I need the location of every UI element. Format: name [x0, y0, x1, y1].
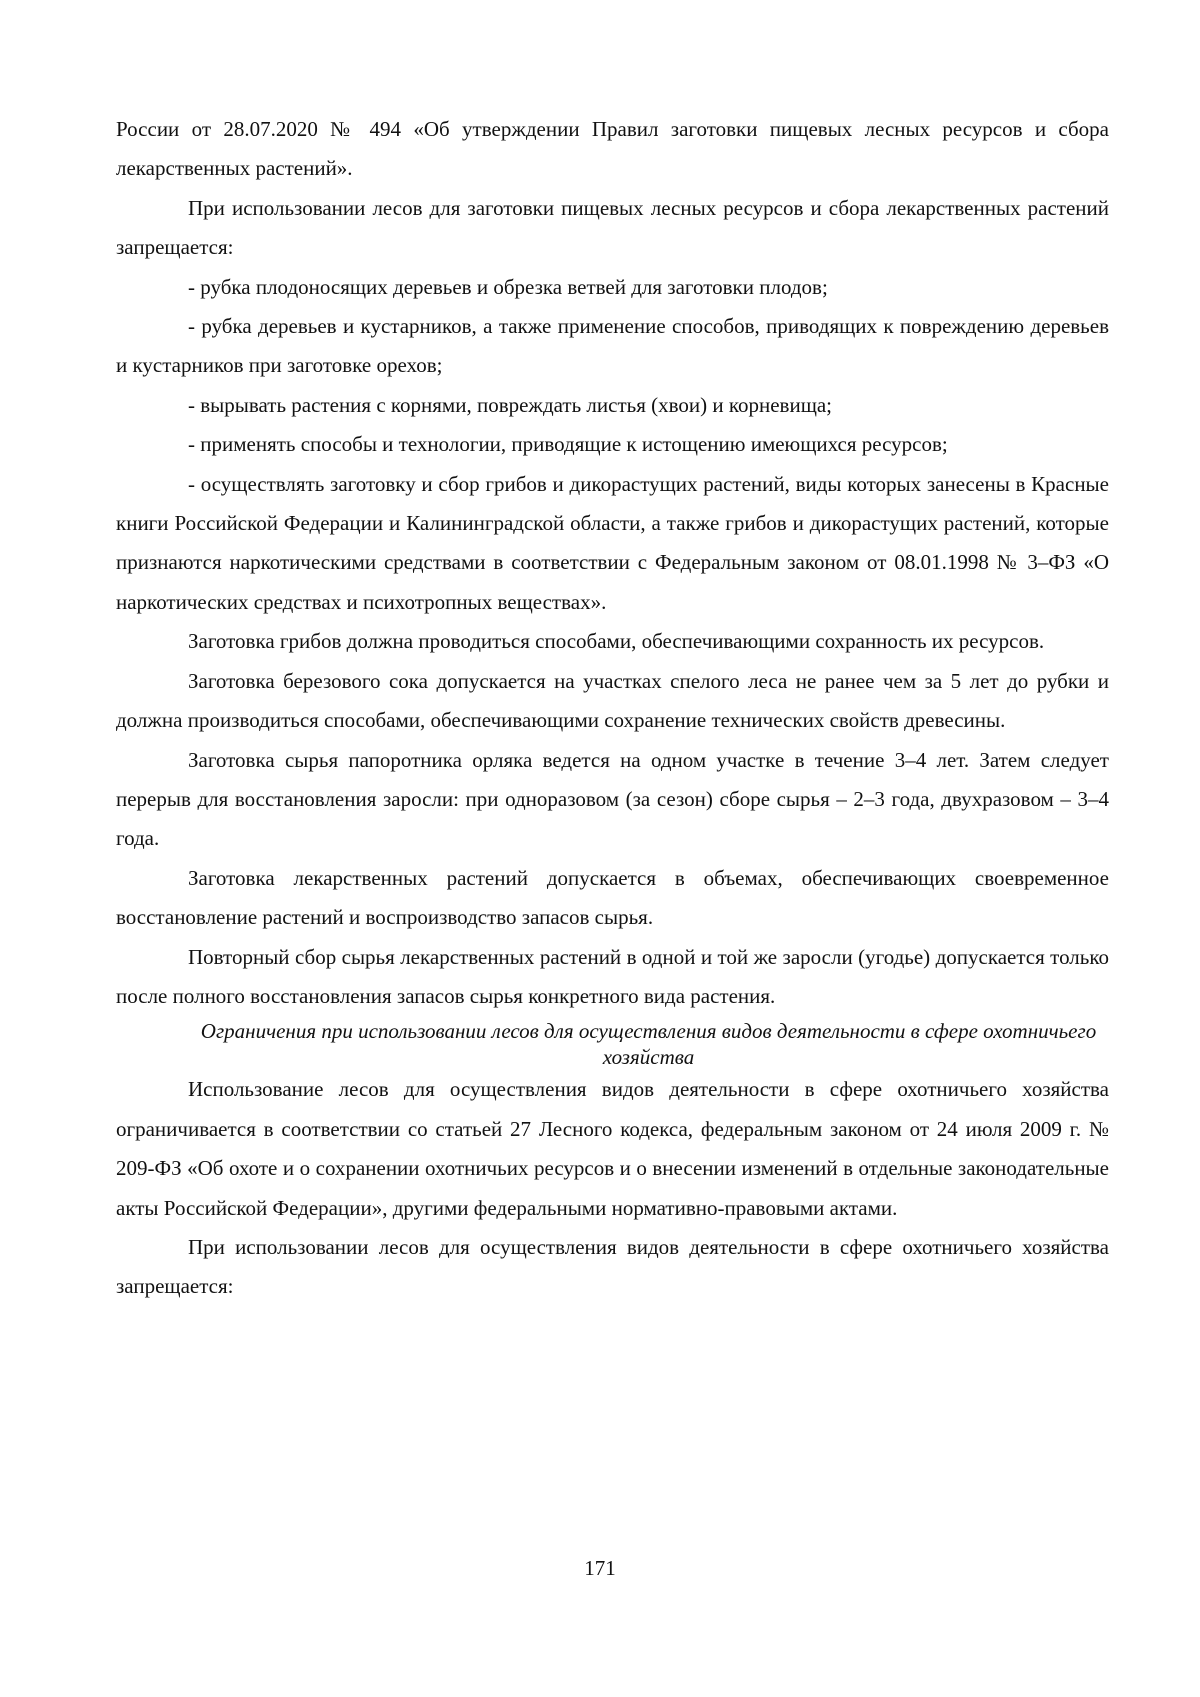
- paragraph: Заготовка лекарственных растений допускается в объемах, обеспечивающих своевременное восстановление растений и воспроизводство запасов сырья.: [116, 865, 1109, 930]
- paragraph: Заготовка сырья папоротника орляка ведется на одном участке в течение 3–4 лет. Затем следует перерыв для восстановления заросли: при одноразовом (за сезон) сборе сырья – 2–3 года, двухразовом – 3–4 года.: [116, 747, 1109, 851]
- paragraph: Повторный сбор сырья лекарственных растений в одной и той же заросли (угодье) допускается только после полного восстановления запасов сырья конкретного вида растения.: [116, 944, 1109, 1008]
- list-item: - вырывать растения с корнями, повреждать листья (хвои) и корневища;: [188, 392, 833, 417]
- list-item: - рубка деревьев и кустарников, а также применение способов, приводящих к повреждению деревьев и кустарников при заготовке орехов;: [116, 314, 1109, 378]
- list-item: - применять способы и технологии, приводящие к истощению имеющихся ресурсов;: [188, 432, 948, 457]
- list-item: - рубка плодоносящих деревьев и обрезка ветвей для заготовки плодов;: [188, 274, 828, 299]
- page-number: 171: [584, 1556, 616, 1580]
- paragraph: Заготовка грибов должна проводиться способами, обеспечивающими сохранность их ресурсов.: [188, 629, 1045, 654]
- list-item: - осуществлять заготовку и сбор грибов и дикорастущих растений, виды которых занесены в Красные книги Российской Федерации и Калининградской области, а также грибов и дикорастущих растений, которые признаются наркотическими средствами в соответствии с Федеральным законом от 08.01.1998 № 3–ФЗ «О наркотических средствах и психотропных веществах».: [116, 471, 1109, 614]
- document-body: [116, 110, 1109, 1307]
- paragraph: Использование лесов для осуществления видов деятельности в сфере охотничьего хозяйства ограничивается в соответствии со статьей 27 Лесного кодекса, федеральным законом от 24 июля 2009 г. № 209-ФЗ «Об охоте и о сохранении охотничьих ресурсов и о внесении изменений в отдельные законодательные акты Российской Федерации», другими федеральными нормативно-правовыми актами.: [116, 1077, 1109, 1220]
- paragraph: При использовании лесов для осуществления видов деятельности в сфере охотничьего хозяйства запрещается:: [116, 1234, 1109, 1299]
- paragraph: Заготовка березового сока допускается на участках спелого леса не ранее чем за 5 лет до рубки и должна производиться способами, обеспечивающими сохранение технических свойств древесины.: [116, 668, 1109, 733]
- paragraph: При использовании лесов для заготовки пищевых лесных ресурсов и сбора лекарственных растений запрещается:: [116, 195, 1109, 260]
- paragraph-continuation: России от 28.07.2020 № 494 «Об утверждении Правил заготовки пищевых лесных ресурсов и сбора лекарственных растений».: [116, 117, 1109, 181]
- section-heading: Ограничения при использовании лесов для осуществления видов деятельности в сфере охотничьего хозяйства: [200, 1019, 1097, 1070]
